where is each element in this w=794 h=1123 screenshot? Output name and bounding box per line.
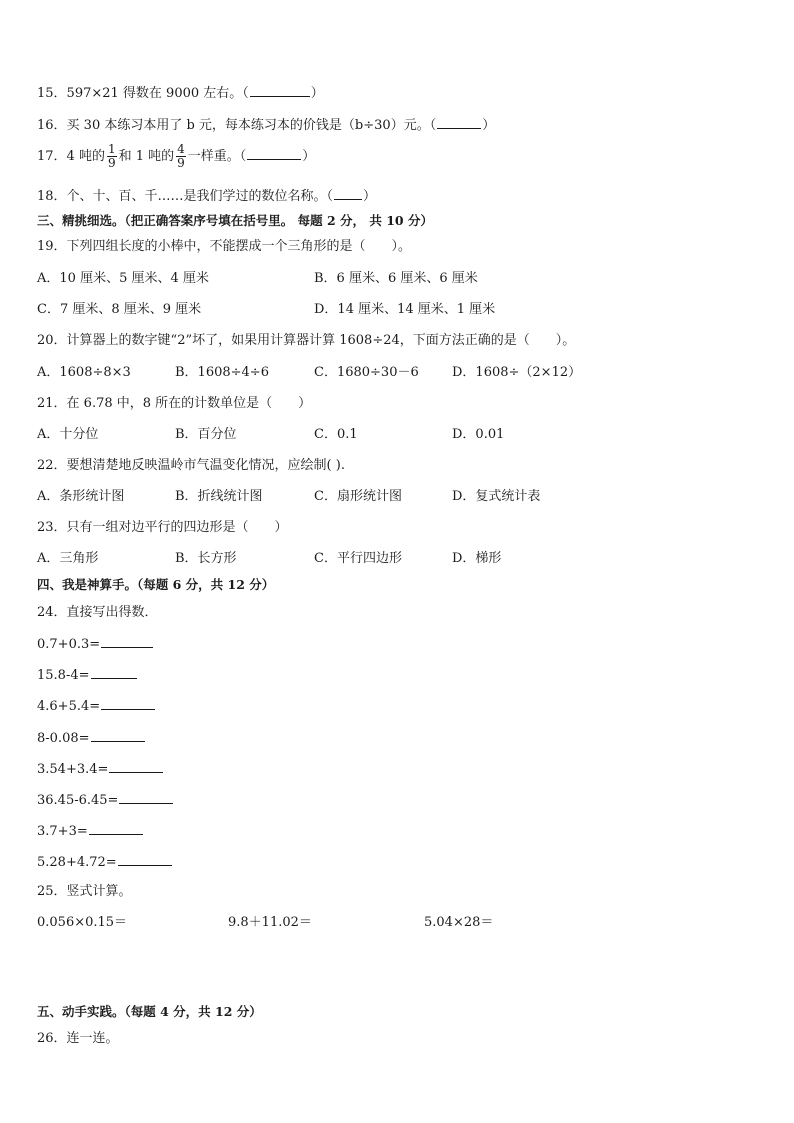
answer-blank[interactable] — [101, 635, 153, 648]
question-16: 16．买 30 本练习本用了 b 元，每本练习本的价钱是（b÷30）元。（ ） — [37, 118, 496, 133]
option-c[interactable]: C．扇形统计图 — [314, 489, 402, 504]
option-c[interactable]: C．1680÷30－6 — [314, 365, 419, 380]
question-18: 18．个、十、百、千……是我们学过的数位名称。（ ） — [37, 189, 377, 204]
question-26-stem: 26．连一连。 — [37, 1031, 119, 1046]
option-b[interactable]: B．长方形 — [175, 551, 237, 566]
answer-blank[interactable] — [118, 853, 172, 866]
answer-blank[interactable] — [91, 729, 145, 742]
option-d[interactable]: D．梯形 — [452, 551, 502, 566]
option-c[interactable]: C．0.1 — [314, 427, 358, 442]
option-d[interactable]: D．1608÷（2×12） — [452, 365, 582, 380]
question-24-stem: 24．直接写出得数． — [37, 605, 158, 620]
option-a[interactable]: A．条形统计图 — [37, 489, 125, 504]
question-15: 15．597×21 得数在 9000 左右。（ ） — [37, 86, 324, 101]
question-22-stem: 22．要想清楚地反映温岭市气温变化情况，应绘制( ). — [37, 458, 345, 473]
question-19-stem: 19．下列四组长度的小棒中，不能摆成一个三角形的是（ ）。 — [37, 239, 412, 254]
answer-blank[interactable] — [250, 84, 310, 97]
question-23-stem: 23．只有一组对边平行的四边形是（ ） — [37, 520, 288, 535]
option-d[interactable]: D．复式统计表 — [452, 489, 541, 504]
answer-blank[interactable] — [247, 147, 301, 160]
option-c[interactable]: C．7 厘米、8 厘米、9 厘米 — [37, 302, 202, 317]
calc-item: 36.45-6.45= — [37, 791, 174, 809]
answer-blank[interactable] — [334, 187, 362, 200]
calc-item: 0.7+0.3= — [37, 635, 154, 653]
answer-blank[interactable] — [109, 760, 163, 773]
question-16-text: 16．买 30 本练习本用了 b 元，每本练习本的价钱是（b÷30）元。（ — [37, 118, 437, 133]
option-b[interactable]: B．折线统计图 — [175, 489, 263, 504]
question-25-stem: 25．竖式计算。 — [37, 884, 132, 899]
section-3-heading: 三、精挑细选。（把正确答案序号填在括号里。 每题 2 分， 共 10 分） — [37, 213, 433, 228]
vertical-calc-item: 5.04×28＝ — [424, 915, 494, 930]
vertical-calc-item: 9.8＋11.02＝ — [228, 915, 312, 930]
calc-item: 8-0.08= — [37, 729, 146, 747]
section-5-heading: 五、动手实践。（每题 4 分，共 12 分） — [37, 1004, 262, 1019]
option-a[interactable]: A．10 厘米、5 厘米、4 厘米 — [37, 271, 209, 286]
option-b[interactable]: B．百分位 — [175, 427, 237, 442]
answer-blank[interactable] — [101, 697, 155, 710]
fraction: $\frac{1}{9}$ — [107, 142, 116, 170]
answer-blank[interactable] — [119, 791, 173, 804]
question-18-text: 18．个、十、百、千……是我们学过的数位名称。（ — [37, 189, 334, 204]
calc-item: 3.54+3.4= — [37, 760, 164, 778]
option-d[interactable]: D．14 厘米、14 厘米、1 厘米 — [314, 302, 496, 317]
option-b[interactable]: B．1608÷4÷6 — [175, 365, 269, 380]
question-21-stem: 21．在 6.78 中，8 所在的计数单位是（ ） — [37, 396, 312, 411]
option-b[interactable]: B．6 厘米、6 厘米、6 厘米 — [314, 271, 478, 286]
section-4-heading: 四、我是神算手。（每题 6 分，共 12 分） — [37, 577, 275, 592]
answer-blank[interactable] — [437, 116, 481, 129]
calc-item: 4.6+5.4= — [37, 697, 156, 715]
vertical-calc-item: 0.056×0.15＝ — [37, 915, 128, 930]
fraction: $\frac{4}{9}$ — [177, 142, 185, 170]
answer-blank[interactable] — [89, 822, 143, 835]
answer-blank[interactable] — [91, 666, 137, 679]
option-a[interactable]: A．1608÷8×3 — [37, 365, 131, 380]
option-a[interactable]: A．三角形 — [37, 551, 99, 566]
calc-item: 3.7+3= — [37, 822, 144, 840]
question-20-stem: 20．计算器上的数字键“2”坏了，如果用计算器计算 1608÷24，下面方法正确的是（ ）。 — [37, 333, 576, 348]
calc-item: 15.8-4= — [37, 666, 138, 684]
option-a[interactable]: A．十分位 — [37, 427, 99, 442]
calc-item: 5.28+4.72= — [37, 853, 173, 871]
option-c[interactable]: C．平行四边形 — [314, 551, 402, 566]
question-15-text: 15．597×21 得数在 9000 左右。（ — [37, 86, 249, 101]
option-d[interactable]: D．0.01 — [452, 427, 505, 442]
question-17: 17．4 吨的 $\frac{1}{9}$ 和 1 吨的 $\frac{4}{9}$ 一样重。（ ） — [37, 142, 316, 170]
